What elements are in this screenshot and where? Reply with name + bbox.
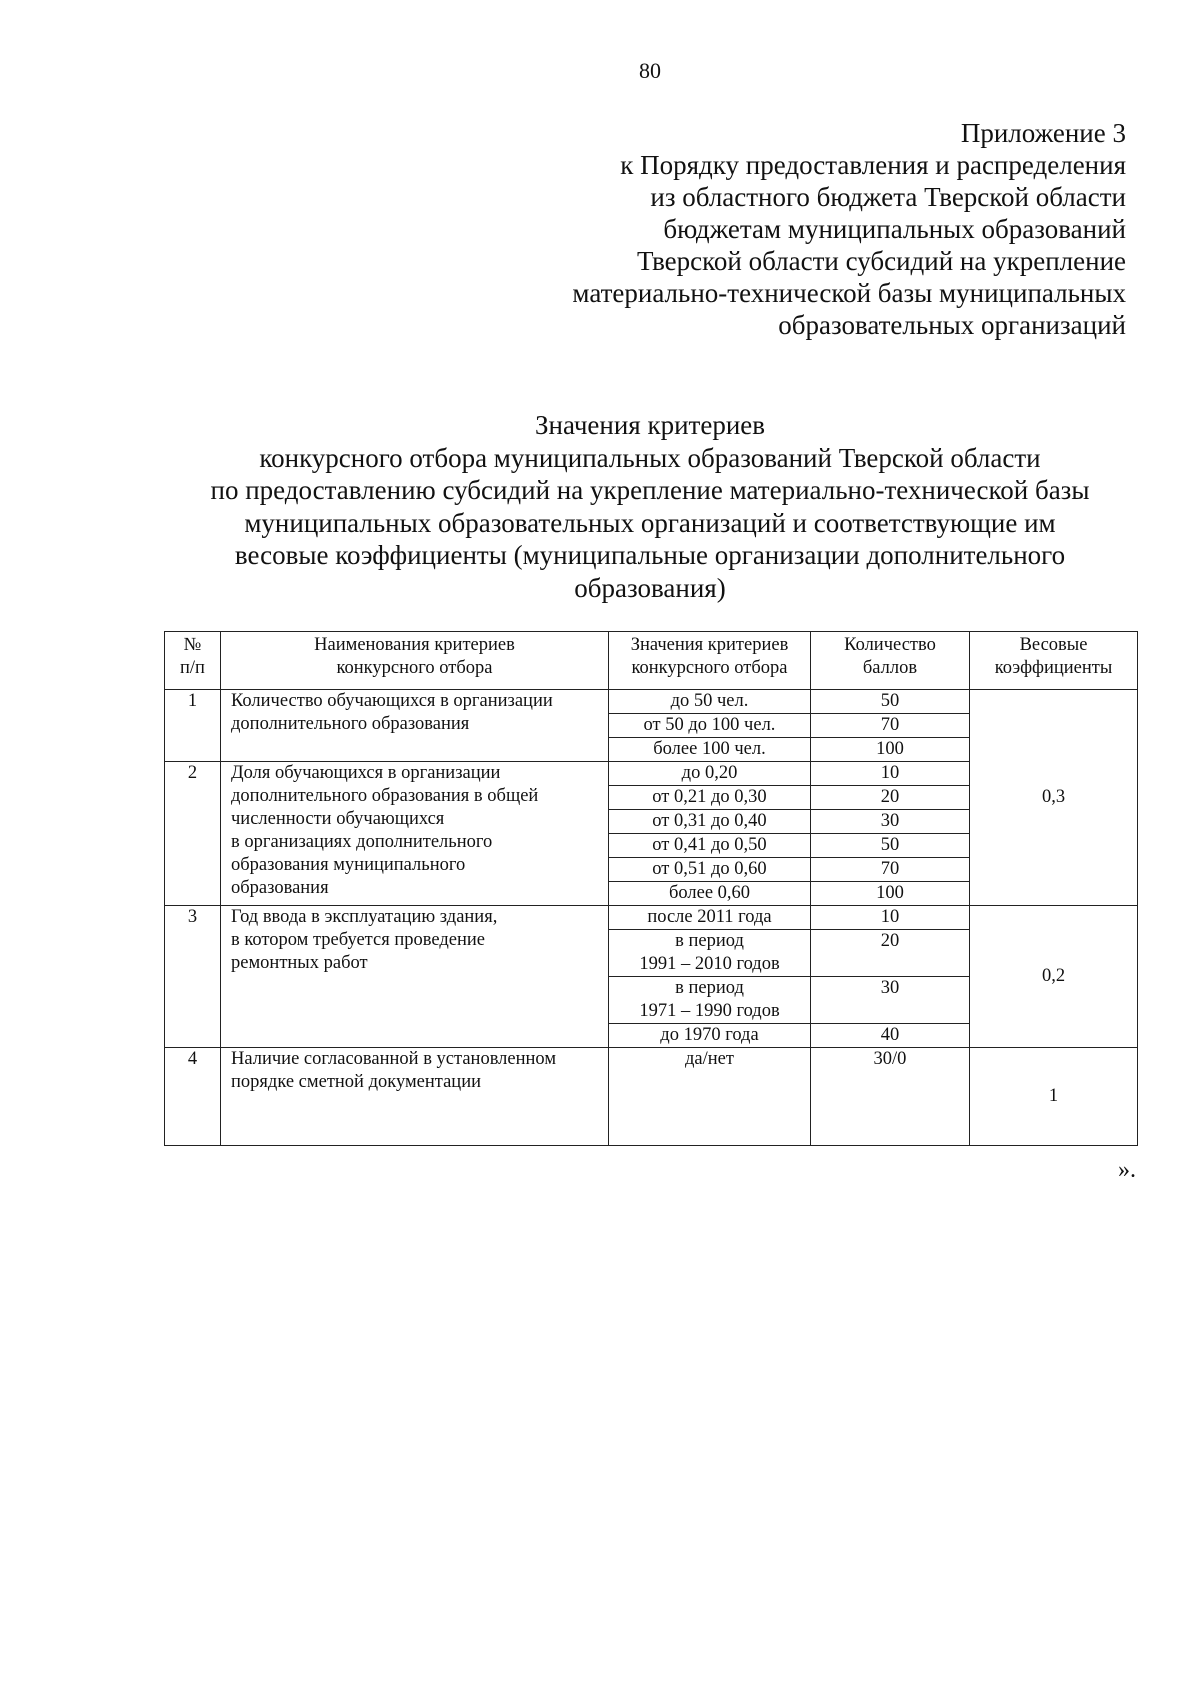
criterion-points: 10: [811, 906, 970, 930]
title-line: муниципальных образовательных организаций и соответствующие им: [244, 507, 1056, 538]
criterion-number: 4: [165, 1048, 221, 1146]
criteria-table: [164, 631, 1138, 1146]
page-number: 80: [639, 58, 661, 83]
title-line: конкурсного отбора муниципальных образований Тверской области: [259, 442, 1041, 473]
criterion-value: в период 1971 – 1990 годов: [609, 977, 811, 1024]
criterion-points: 20: [811, 786, 970, 810]
criterion-points: 20: [811, 930, 970, 977]
criterion-number: 2: [165, 762, 221, 906]
criterion-number: 3: [165, 906, 221, 1048]
criterion-value: после 2011 года: [609, 906, 811, 930]
criterion-name: Год ввода в эксплуатацию здания, в котором требуется проведение ремонтных работ: [221, 906, 609, 1048]
weight-coefficient: 0,2: [970, 906, 1138, 1048]
criterion-value: от 0,41 до 0,50: [609, 834, 811, 858]
criterion-points: 30/0: [811, 1048, 970, 1146]
appendix-line: к Порядку предоставления и распределения: [620, 150, 1126, 180]
criterion-points: 100: [811, 738, 970, 762]
criterion-points: 40: [811, 1024, 970, 1048]
table-row: [165, 690, 1138, 714]
criterion-name: Наличие согласованной в установленном порядке сметной документации: [221, 1048, 609, 1146]
header-points: Количество баллов: [811, 632, 970, 690]
criterion-value: от 0,31 до 0,40: [609, 810, 811, 834]
criterion-number: 1: [165, 690, 221, 762]
weight-coefficient: 0,3: [970, 690, 1138, 906]
criterion-name: Доля обучающихся в организации дополнительного образования в общей численности обучающихся в организациях дополнительного образования муниципального образования: [221, 762, 609, 906]
criterion-value: до 0,20: [609, 762, 811, 786]
criterion-value: до 1970 года: [609, 1024, 811, 1048]
appendix-line: Приложение 3: [960, 118, 1126, 148]
criterion-value: до 50 чел.: [609, 690, 811, 714]
document-title: [170, 409, 1130, 604]
criterion-value: да/нет: [609, 1048, 811, 1146]
criterion-points: 30: [811, 977, 970, 1024]
closing-quote-mark: ».: [1118, 1157, 1136, 1183]
header-name: Наименования критериев конкурсного отбора: [221, 632, 609, 690]
table-row: [165, 1048, 1138, 1146]
criterion-points: 50: [811, 834, 970, 858]
appendix-line: из областного бюджета Тверской области: [650, 182, 1126, 212]
criterion-points: 10: [811, 762, 970, 786]
criterion-points: 70: [811, 858, 970, 882]
criterion-value: от 50 до 100 чел.: [609, 714, 811, 738]
title-line: по предоставлению субсидий на укрепление материально-технической базы: [210, 475, 1090, 505]
criterion-points: 100: [811, 882, 970, 906]
title-line: образования): [574, 572, 726, 603]
weight-coefficient: 1: [970, 1048, 1138, 1146]
header-value: Значения критериев конкурсного отбора: [609, 632, 811, 690]
criterion-value: в период 1991 – 2010 годов: [609, 930, 811, 977]
appendix-header: [572, 117, 1126, 341]
title-line: Значения критериев: [534, 410, 766, 440]
header-weight: Весовые коэффициенты: [970, 632, 1138, 690]
table-row: [165, 906, 1138, 930]
criterion-name: Количество обучающихся в организации дополнительного образования: [221, 690, 609, 762]
criterion-points: 30: [811, 810, 970, 834]
appendix-line: Тверской области субсидий на укрепление: [636, 246, 1126, 276]
header-num: № п/п: [165, 632, 221, 690]
appendix-line: образовательных организаций: [778, 310, 1126, 340]
appendix-line: бюджетам муниципальных образований: [663, 214, 1126, 244]
title-line: весовые коэффициенты (муниципальные организации дополнительного: [234, 540, 1066, 570]
table-header-row: [165, 632, 1138, 690]
criterion-value: от 0,21 до 0,30: [609, 786, 811, 810]
criterion-value: более 0,60: [609, 882, 811, 906]
criterion-value: более 100 чел.: [609, 738, 811, 762]
criterion-points: 50: [811, 690, 970, 714]
appendix-line: материально-технической базы муниципальных: [572, 278, 1126, 308]
criterion-value: от 0,51 до 0,60: [609, 858, 811, 882]
criterion-points: 70: [811, 714, 970, 738]
